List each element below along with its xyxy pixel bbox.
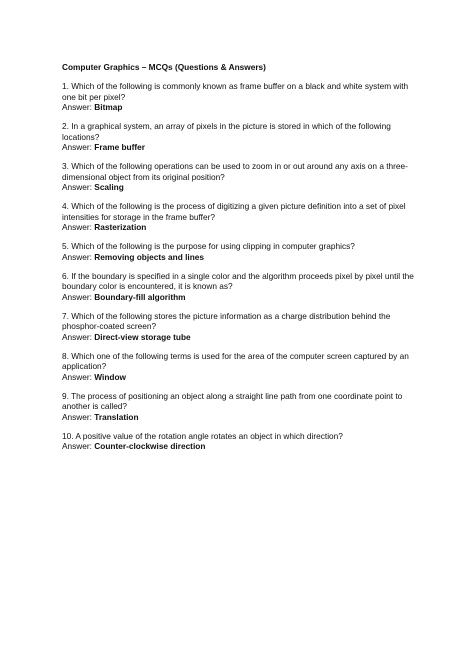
answer-prefix: Answer: bbox=[62, 142, 95, 152]
answer-prefix: Answer: bbox=[62, 371, 95, 382]
answer-value: Counter-clockwise direction bbox=[94, 441, 206, 451]
answer-prefix: Answer: bbox=[62, 331, 95, 342]
answer-value: Removing objects and lines bbox=[94, 251, 205, 262]
answer-prefix: Answer: bbox=[62, 251, 95, 262]
question-text: 2. In a graphical system, an array of pixels in the picture is stored in which of the following locations? bbox=[62, 121, 391, 142]
qa-item-1 bbox=[62, 81, 422, 113]
answer-value: Scaling bbox=[94, 182, 124, 192]
answer-value: Window bbox=[94, 371, 127, 382]
question-text: 9. The process of positioning an object along a straight line path from one coordinate point to another is called? bbox=[62, 390, 403, 411]
qa-item-8 bbox=[62, 351, 422, 383]
answer-value: Direct-view storage tube bbox=[94, 331, 191, 342]
answer-line bbox=[62, 292, 422, 303]
answer-line bbox=[62, 102, 422, 113]
document-title: Computer Graphics – MCQs (Questions & Answers) bbox=[62, 62, 266, 72]
qa-item-4 bbox=[62, 201, 422, 233]
question-text: 4. Which of the following is the process of digitizing a given picture definition into a set of pixel intensities for storage in the frame buffer? bbox=[62, 201, 406, 222]
answer-prefix: Answer: bbox=[62, 222, 95, 232]
question-text: 1. Which of the following is commonly known as frame buffer on a black and white system with one bit per pixel? bbox=[62, 81, 409, 102]
qa-item-6 bbox=[62, 271, 422, 303]
answer-value: Frame buffer bbox=[94, 142, 145, 152]
answer-value: Boundary-fill algorithm bbox=[94, 291, 186, 302]
question-text: 6. If the boundary is specified in a single color and the algorithm proceeds pixel by pixel until the boundary color is encountered, it is known as? bbox=[62, 270, 414, 291]
answer-line bbox=[62, 182, 422, 193]
qa-item-9 bbox=[62, 391, 422, 423]
question-text: 10. A positive value of the rotation angle rotates an object in which direction? bbox=[62, 430, 343, 441]
qa-item-3 bbox=[62, 161, 422, 193]
answer-line bbox=[62, 412, 422, 423]
question-text: 5. Which of the following is the purpose for using clipping in computer graphics? bbox=[62, 241, 355, 251]
question-text: 7. Which of the following stores the picture information as a charge distribution behind the phosphor-coated screen? bbox=[62, 310, 391, 331]
question-text: 8. Which one of the following terms is used for the area of the computer screen captured by an application? bbox=[62, 350, 409, 371]
qa-item-5 bbox=[62, 241, 422, 262]
answer-line bbox=[62, 252, 422, 263]
answer-line bbox=[62, 372, 422, 383]
answer-value: Translation bbox=[94, 411, 139, 422]
document-page bbox=[62, 62, 422, 460]
answer-line bbox=[62, 222, 422, 233]
answer-line bbox=[62, 142, 422, 153]
question-text: 3. Which of the following operations can be used to zoom in or out around any axis on a three-dimensional object from its original position? bbox=[62, 161, 408, 182]
answer-line bbox=[62, 441, 422, 452]
answer-prefix: Answer: bbox=[62, 411, 95, 422]
answer-prefix: Answer: bbox=[62, 291, 95, 302]
answer-prefix: Answer: bbox=[62, 182, 95, 192]
answer-prefix: Answer: bbox=[62, 102, 95, 112]
answer-line bbox=[62, 332, 422, 343]
qa-item-2 bbox=[62, 121, 422, 153]
answer-value: Bitmap bbox=[94, 102, 123, 112]
answer-prefix: Answer: bbox=[62, 441, 95, 451]
qa-item-7 bbox=[62, 311, 422, 343]
qa-item-10 bbox=[62, 431, 422, 452]
answer-value: Rasterization bbox=[94, 222, 147, 232]
